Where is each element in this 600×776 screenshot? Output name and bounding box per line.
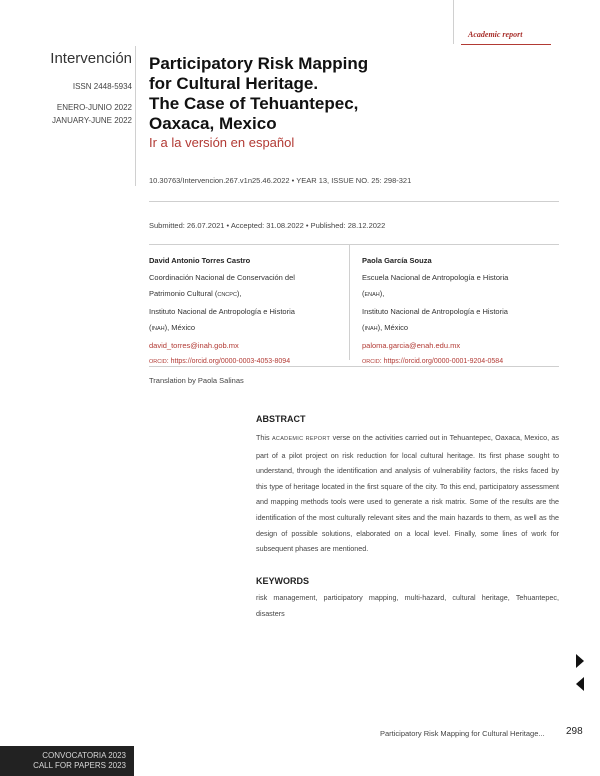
spanish-version-link[interactable]: Ir a la versión en español	[149, 135, 295, 150]
abstract-heading: ABSTRACT	[256, 414, 306, 424]
previous-page-arrow-icon[interactable]	[576, 677, 584, 691]
cfp-line-es: CONVOCATORIA 2023	[42, 751, 126, 760]
authors-divider	[349, 244, 350, 360]
author-affiliation: Instituto Nacional de Antropología e Historia	[362, 306, 508, 316]
article-title	[149, 54, 479, 134]
meta-rule	[149, 201, 559, 202]
call-for-papers-banner[interactable]	[0, 746, 134, 776]
dates-rule	[149, 244, 559, 245]
author-affiliation: Instituto Nacional de Antropología e Historia	[149, 306, 295, 316]
header-divider	[453, 0, 454, 44]
author-affiliation: (ENAH),	[362, 289, 385, 298]
author-name: Paola García Souza	[362, 256, 432, 265]
author-name: David Antonio Torres Castro	[149, 256, 251, 265]
period-es: ENERO-JUNIO 2022	[56, 103, 132, 112]
author-orcid-link[interactable]: ORCID: https://orcid.org/0000-0001-9204-0584	[362, 358, 504, 365]
call-for-papers-text	[33, 751, 126, 771]
doi-issue-line: 10.30763/Intervencion.267.v1n25.46.2022 • YEAR 13, ISSUE NO. 25: 298-321	[149, 176, 412, 185]
cfp-line-en: CALL FOR PAPERS 2023	[33, 761, 126, 770]
author-email-link[interactable]: david_torres@inah.gob.mx	[149, 340, 239, 350]
journal-name: Intervención	[50, 50, 132, 67]
keywords-list: risk management, participatory mapping, multi-hazard, cultural heritage, Tehuantepec, disasters	[256, 593, 559, 618]
author-affiliation: (INAH), México	[362, 323, 409, 332]
period-en: JANUARY-JUNE 2022	[51, 116, 132, 125]
page-number: 298	[566, 726, 583, 737]
running-title: Participatory Risk Mapping for Cultural Heritage...	[380, 729, 545, 738]
author-affiliation: Escuela Nacional de Antropología e Historia	[362, 272, 509, 282]
author-block	[362, 253, 508, 371]
author-block	[149, 253, 295, 371]
author-affiliation: Coordinación Nacional de Conservación del	[149, 272, 295, 282]
section-label-rule	[461, 44, 551, 45]
author-email-link[interactable]: paloma.garcia@enah.edu.mx	[362, 340, 461, 350]
title-line: for Cultural Heritage.	[149, 74, 319, 93]
next-page-arrow-icon[interactable]	[576, 654, 584, 668]
translation-credit: Translation by Paola Salinas	[149, 376, 244, 385]
left-column-divider	[135, 46, 136, 186]
author-orcid-link[interactable]: ORCID: https://orcid.org/0000-0003-4053-8094	[149, 358, 291, 365]
title-line: Participatory Risk Mapping	[149, 54, 369, 73]
section-label: Academic report	[468, 30, 523, 39]
abstract-body: This ACADEMIC REPORT verse on the activities carried out in Tehuantepec, Oaxaca, Mexico, as part of a pilot project on risk reduction for local cultural heritage. Its first phase sought to understand, through the identification and analysis of vulnerability factors, the risks faced by this type of heritage located in the first square of the city. To this end, participatory assessment and mapping methods tools were used to generate a risk matrix. Some of the results are the identification of the most culturally relevant sites and the main hazards to them, as well as the design of possible solutions, elaborated on a local level. Finally, some lines of work for subsequent phases are mentioned.	[256, 433, 560, 554]
title-line: Oaxaca, Mexico	[149, 114, 277, 133]
issn: ISSN 2448-5934	[72, 82, 132, 91]
publication-dates: Submitted: 26.07.2021 • Accepted: 31.08.2022 • Published: 28.12.2022	[149, 221, 386, 230]
title-line: The Case of Tehuantepec,	[149, 94, 359, 113]
keywords-heading: KEYWORDS	[256, 576, 310, 586]
author-affiliation: (INAH), México	[149, 323, 196, 332]
author-affiliation: Patrimonio Cultural (CNCPC),	[149, 289, 242, 298]
issue-period	[52, 101, 132, 127]
